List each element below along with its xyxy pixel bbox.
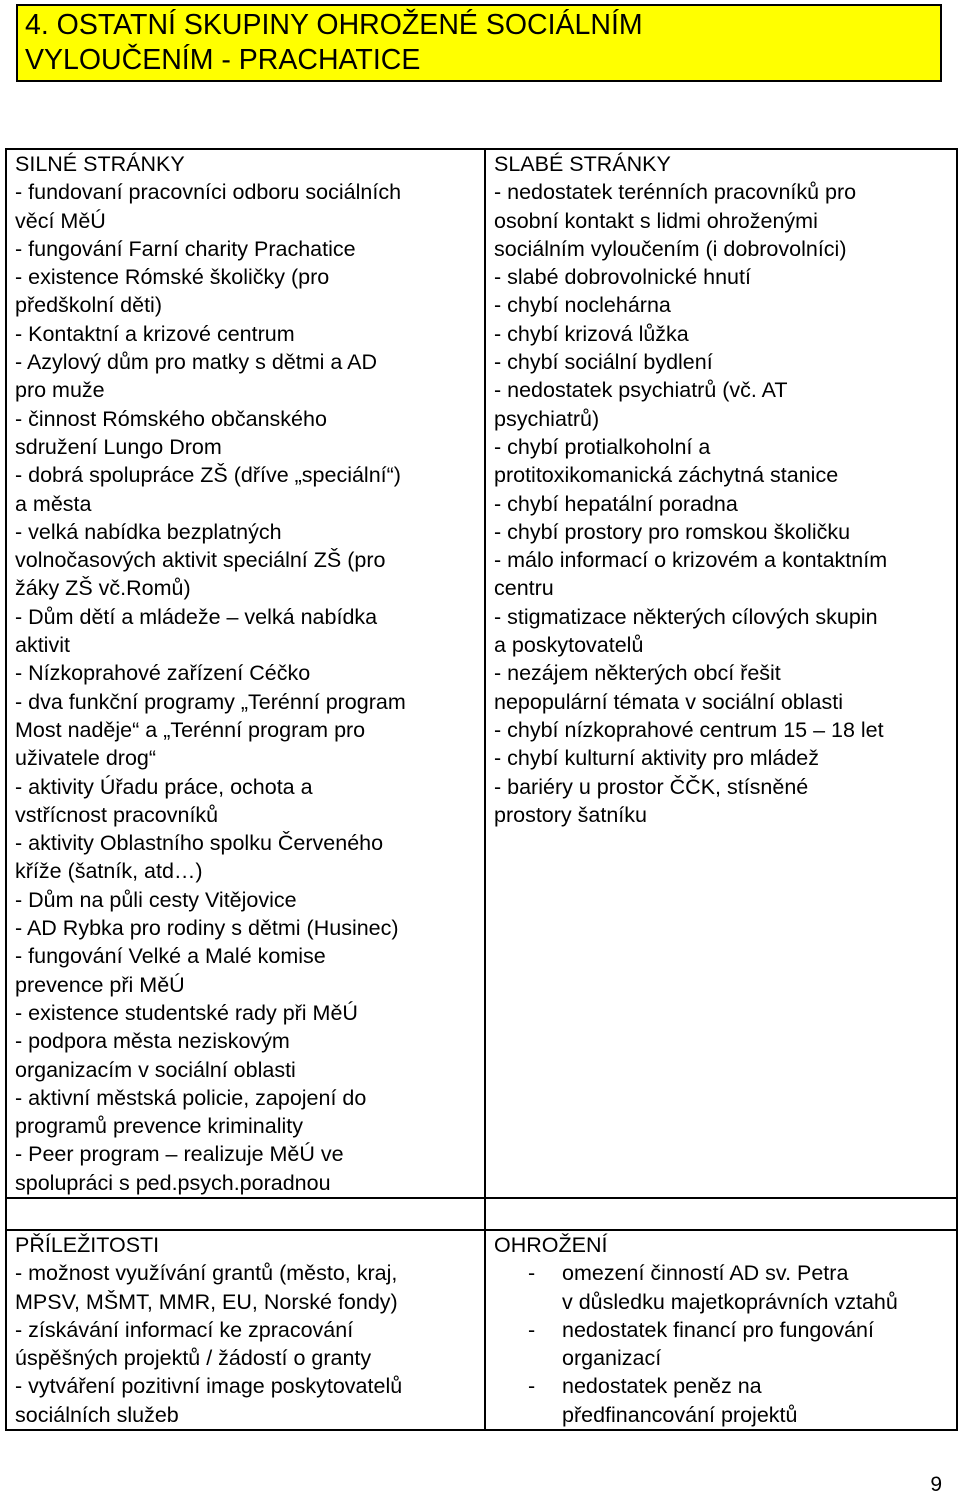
strengths-line: - aktivní městská policie, zapojení do <box>15 1085 367 1110</box>
strengths-line: kříže (šatník, atd…) <box>15 859 203 884</box>
strengths-line: - Peer program – realizuje MěÚ ve <box>15 1142 344 1167</box>
weaknesses-line: - stigmatizace některých cílových skupin <box>494 604 878 629</box>
threat-line: organizací <box>562 1346 662 1371</box>
threat-line: v důsledku majetkoprávních vztahů <box>562 1289 898 1314</box>
weaknesses-line: - nedostatek psychiatrů (vč. AT <box>494 378 788 403</box>
strengths-line: organizacím v sociální oblasti <box>15 1057 296 1082</box>
strengths-line: pro muže <box>15 378 105 403</box>
threat-text <box>562 1259 898 1316</box>
opportunities-line: úspěšných projektů / žádostí o granty <box>15 1346 372 1371</box>
opportunities-line: - možnost využívání grantů (město, kraj, <box>15 1261 398 1286</box>
weaknesses-line: centru <box>494 576 554 601</box>
threat-item <box>494 1316 950 1373</box>
threat-bullet: - <box>528 1261 536 1286</box>
strengths-line: - aktivity Oblastního spolku Červeného <box>15 831 384 856</box>
weaknesses-line: a poskytovatelů <box>494 633 644 658</box>
weaknesses-line: - chybí protialkoholní a <box>494 434 711 459</box>
weaknesses-line: - nezájem některých obcí řešit <box>494 661 781 686</box>
strengths-line: - Nízkoprahové zařízení Céčko <box>15 661 311 686</box>
spacer-cell-left <box>6 1198 485 1230</box>
threat-text <box>562 1316 874 1373</box>
threat-item <box>494 1372 950 1429</box>
opportunities-line: MPSV, MŠMT, MMR, EU, Norské fondy) <box>15 1289 398 1314</box>
strengths-line: věcí MěÚ <box>15 208 106 233</box>
weaknesses-line: - chybí krizová lůžka <box>494 321 689 346</box>
strengths-line: aktivit <box>15 633 70 658</box>
strengths-line: - fungování Farní charity Prachatice <box>15 236 356 261</box>
strengths-line: - dobrá spolupráce ZŠ (dříve „speciální“) <box>15 463 401 488</box>
opportunities-cell <box>6 1230 485 1430</box>
strengths-line: uživatele drog“ <box>15 746 157 771</box>
threat-line: předfinancování projektů <box>562 1402 798 1427</box>
weaknesses-heading: SLABÉ STRÁNKY <box>494 152 671 176</box>
threat-bullet: - <box>528 1317 536 1342</box>
table-spacer-row <box>6 1198 957 1230</box>
threats-cell <box>485 1230 957 1430</box>
weaknesses-line: - slabé dobrovolnické hnutí <box>494 265 751 290</box>
threat-line: omezení činností AD sv. Petra <box>562 1261 849 1286</box>
strengths-line: předškolní děti) <box>15 293 162 318</box>
opportunities-line: - vytváření pozitivní image poskytovatelů <box>15 1374 403 1399</box>
strengths-line: prevence při MěÚ <box>15 972 185 997</box>
weaknesses-line: - chybí sociální bydlení <box>494 350 713 375</box>
threat-line: nedostatek financí pro fungování <box>562 1317 874 1342</box>
strengths-line: volnočasových aktivit speciální ZŠ (pro <box>15 548 386 573</box>
threat-bullet: - <box>528 1374 536 1399</box>
strengths-line: - existence Rómské školičky (pro <box>15 265 330 290</box>
threat-text <box>562 1372 797 1429</box>
weaknesses-line: - chybí prostory pro romskou školičku <box>494 519 851 544</box>
weaknesses-line: - chybí noclehárna <box>494 293 671 318</box>
weaknesses-line: - chybí kulturní aktivity pro mládež <box>494 746 820 771</box>
strengths-line: - Azylový dům pro matky s dětmi a AD <box>15 350 378 375</box>
weaknesses-line: osobní kontakt s lidmi ohroženými <box>494 208 818 233</box>
strengths-line: - činnost Rómského občanského <box>15 406 327 431</box>
threats-heading: OHROŽENÍ <box>494 1232 608 1257</box>
spacer-cell-right <box>485 1198 957 1230</box>
strengths-line: - fungování Velké a Malé komise <box>15 944 326 969</box>
weaknesses-line: prostory šatníku <box>494 802 647 827</box>
weaknesses-line: sociálním vyloučením (i dobrovolníci) <box>494 236 847 261</box>
strengths-line: programů prevence kriminality <box>15 1114 303 1139</box>
opportunities-heading: PŘÍLEŽITOSTI <box>15 1232 160 1257</box>
page-title-line-1: 4. OSTATNÍ SKUPINY OHROŽENÉ SOCIÁLNÍM <box>25 9 643 41</box>
weaknesses-line: - nedostatek terénních pracovníků pro <box>494 180 857 205</box>
strengths-line: Most naděje“ a „Terénní program pro <box>15 717 366 742</box>
weaknesses-line: - málo informací o krizovém a kontaktním <box>494 548 888 573</box>
weaknesses-line: psychiatrů) <box>494 406 600 431</box>
threat-item <box>494 1259 950 1316</box>
strengths-line: - Kontaktní a krizové centrum <box>15 321 295 346</box>
weaknesses-line: nepopulární témata v sociální oblasti <box>494 689 843 714</box>
opportunities-line: - získávání informací ke zpracování <box>15 1317 354 1342</box>
page-title <box>16 4 942 82</box>
strengths-line: - AD Rybka pro rodiny s dětmi (Husinec) <box>15 916 399 941</box>
strengths-cell <box>6 149 485 1198</box>
strengths-line: - Dům dětí a mládeže – velká nabídka <box>15 604 378 629</box>
strengths-line: žáky ZŠ vč.Romů) <box>15 576 191 601</box>
weaknesses-line: - chybí hepatální poradna <box>494 491 738 516</box>
strengths-line: vstřícnost pracovníků <box>15 802 219 827</box>
strengths-heading: SILNÉ STRÁNKY <box>15 152 185 176</box>
page-title-line-2: VYLOUČENÍM - PRACHATICE <box>25 44 421 76</box>
weaknesses-line: - bariéry u prostor ČČK, stísněné <box>494 774 809 799</box>
threat-line: nedostatek peněz na <box>562 1374 762 1399</box>
strengths-line: spolupráci s ped.psych.poradnou <box>15 1170 331 1195</box>
strengths-line: - fundovaní pracovníci odboru sociálních <box>15 180 402 205</box>
strengths-line: a města <box>15 491 92 516</box>
weaknesses-cell <box>485 149 957 1198</box>
strengths-line: - existence studentské rady při MěÚ <box>15 1000 358 1025</box>
strengths-line: - aktivity Úřadu práce, ochota a <box>15 774 313 799</box>
opportunities-line: sociálních služeb <box>15 1402 179 1427</box>
strengths-line: - podpora města neziskovým <box>15 1029 290 1054</box>
page-number: 9 <box>930 1473 942 1496</box>
weaknesses-line: protitoxikomanická záchytná stanice <box>494 463 839 488</box>
strengths-line: - Dům na půli cesty Vitějovice <box>15 887 297 912</box>
strengths-line: - dva funkční programy „Terénní program <box>15 689 406 714</box>
swot-table <box>5 148 958 1431</box>
strengths-line: sdružení Lungo Drom <box>15 434 222 459</box>
strengths-line: - velká nabídka bezplatných <box>15 519 282 544</box>
weaknesses-line: - chybí nízkoprahové centrum 15 – 18 let <box>494 717 884 742</box>
